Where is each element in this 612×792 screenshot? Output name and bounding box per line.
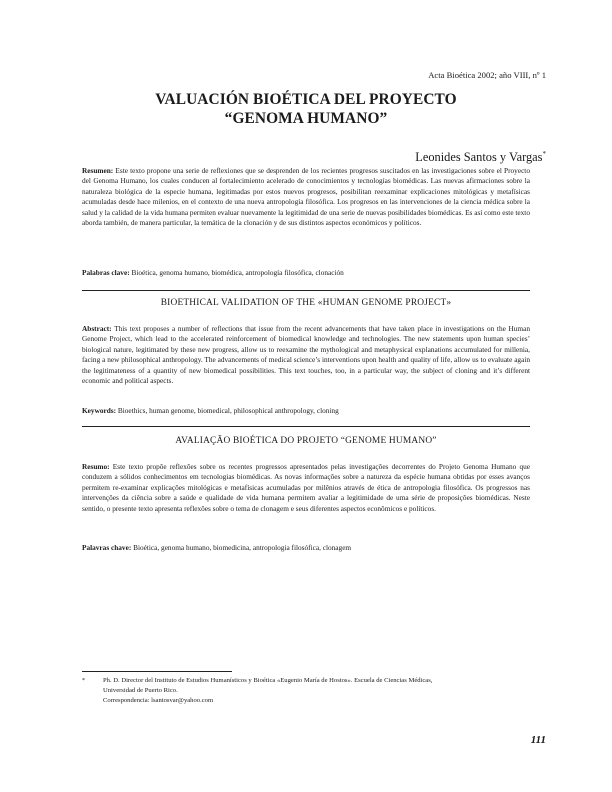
keywords-pt <box>82 543 530 553</box>
keywords-es-text: Bioética, genoma humano, biomédica, antropología filosófica, clonación <box>131 268 344 277</box>
divider-en-pt <box>82 426 530 427</box>
divider-es-en <box>82 290 530 291</box>
section-heading-pt: AVALIAÇÃO BIOÉTICA DO PROJETO “GENOME HUMANO” <box>175 436 437 446</box>
abstract-pt-text: Este texto propõe reflexões sobre os recentes progressos apresentados pelas investigações decorrentes do Projeto Genoma Humano que conduzem a sólidos conhecimentos em tecnologias biomédicas. As novas informações sobre a natureza da espécie humana obtidas por esses avanços permitem re-examinar explicações mitológicas e metafísicas acumuladas por milênios através de ética de antropologia filosófica. Os progressos nas intervenções da ciência sobre a saúde e qualidade de vida humana permitem avaliar a legitimidade de uma série de proposições biomédicas. Neste sentido, o presente texto apresenta reflexões sobre o tema de clonagem e seus diferentes aspectos econômicos e políticos. <box>82 462 531 513</box>
abstract-en <box>82 324 530 386</box>
keywords-en-label: Keywords: <box>82 406 117 415</box>
author-footnote-mark: * <box>542 150 546 158</box>
abstract-en-text: This text proposes a number of reflections that issue from the recent advancements that have taken place in investigations on the Human Genome Project, which lead to the accelerated reinforcement of biomedical knowledge and technologies. The new statements upon human species’ biological nature, legitimated by these new progress, allow us to reexamine the mythological and metaphysical explanations accumulated for millenia, facing a new philosophical anthropology. The advancements of medical science’s interventions upon health and quality of life, allow us to evaluate again the legitimateness of a quantity of new biomedical possibilities. This text touches, too, in a particular way, the subject of cloning and it’s different economic and political aspects. <box>82 324 530 386</box>
keywords-pt-text: Bioética, genoma humano, biomedicina, antropologia filosófica, clonagem <box>133 543 352 552</box>
author-name: Leonides Santos y Vargas <box>415 150 543 165</box>
footnote <box>82 676 530 706</box>
title-line-1: VALUACIÓN BIOÉTICA DEL PROYECTO <box>155 91 457 108</box>
section-heading-en: BIOETHICAL VALIDATION OF THE «HUMAN GENOME PROJECT» <box>160 298 452 308</box>
keywords-en <box>82 406 530 416</box>
abstract-es-label: Resumen: <box>82 166 114 175</box>
abstract-pt <box>82 462 530 514</box>
keywords-es-label: Palabras clave: <box>82 268 130 277</box>
page-number: 111 <box>530 734 546 746</box>
journal-reference: Acta Bioética 2002; año VIII, nº 1 <box>428 70 546 80</box>
footnote-line-3: Correspondencia: lsantosvar@yahoo.com <box>103 697 214 704</box>
abstract-en-label: Abstract: <box>82 324 112 333</box>
author <box>415 150 546 165</box>
abstract-es-text: Este texto propone una serie de reflexiones que se desprenden de los recientes progresos suscitados en las investigaciones sobre el Proyecto del Genoma Humano, los cuales conducen al fortalecimiento acelerado de conocimientos y tecnologías biomédicas. Las nuevas afirmaciones sobre la naturaleza biológica de la especie humana, legitimadas por estos nuevos progresos, posibilitan reexaminar explicaciones mitológicas y metafísicas acumuladas desde hace milenios, en el contexto de una nueva antropología filosófica. Los progresos en las intervenciones de la ciencia médica sobre la salud y la calidad de la vida humana permiten evaluar nuevamente la legitimidad de una serie de nuevas posibilidades biomédicas. Es así como este texto aborda también, de manera particular, la temática de la clonación y de sus distintos aspectos económicos y políticos. <box>82 166 530 228</box>
keywords-en-text: Bioethics, human genome, biomedical, philosophical anthropology, cloning <box>117 406 339 415</box>
keywords-pt-label: Palavras chave: <box>82 543 132 552</box>
abstract-pt-label: Resumo: <box>82 462 110 471</box>
abstract-es <box>82 166 530 228</box>
footnote-line-2: Universidad de Puerto Rico. <box>103 687 178 694</box>
footnote-line-1: Ph. D. Director del Instituto de Estudios Humanísticos y Bioética «Eugenio María de Hostos». Escuela de Ciencias Médicas, <box>103 677 433 684</box>
title-line-2: “GENOMA HUMANO” <box>224 110 388 127</box>
keywords-es <box>82 268 530 278</box>
article-title <box>86 90 526 128</box>
footnote-mark: * <box>82 678 85 684</box>
footnote-rule <box>82 671 232 672</box>
footnote-body <box>82 676 530 706</box>
